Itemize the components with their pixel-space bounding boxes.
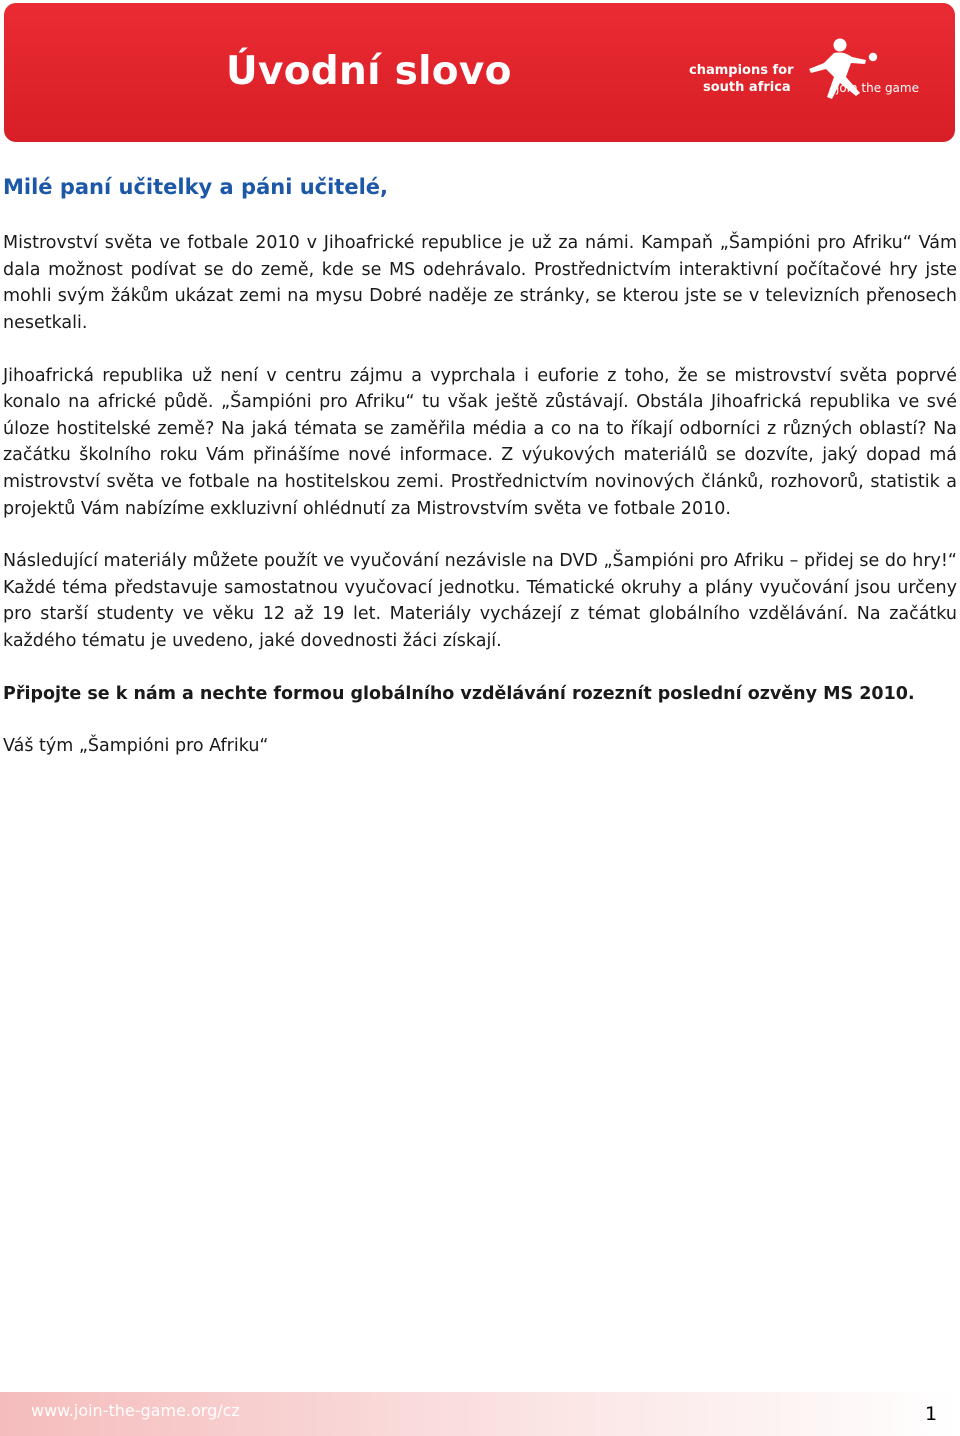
context-paragraph: Jihoafrická republika už není v centru zájmu a vyprchala i euforie z toho, že se mistrovství světa poprvé konalo na africké půdě. „Šampióni pro Afriku“ tu však ještě zůstávají. Obstála Jihoafrická republika ve své úloze hostitelské země? Na jaká témata se zaměřila média a co na to říkají odborníci z různých oblastí? Na začátku školního roku Vám přinášíme nové informace. Z výukových materiálů se dozvíte, jaký dopad má mistrovství světa ve fotbale na hostitelskou zemi. Prostřednictvím novinových článků, rozhovorů, statistik a projektů Vám nabízíme exkluzivní ohlédnutí za Mistrovstvím světa ve fotbale 2010. — [3, 365, 957, 519]
call-to-action: Připojte se k nám a nechte formou globálního vzdělávání rozeznít poslední ozvěny MS 2010. — [3, 683, 915, 704]
page-number: 1 — [925, 1403, 938, 1425]
signature: Váš tým „Šampióni pro Afriku“ — [3, 736, 269, 757]
letter-body — [3, 160, 957, 760]
logo-text-line2: south africa — [703, 80, 791, 95]
header-banner — [4, 3, 955, 142]
page-title: Úvodní slovo — [226, 49, 512, 94]
campaign-logo — [684, 33, 934, 113]
footer-url-link[interactable]: www.join-the-game.org/cz — [31, 1401, 240, 1420]
logo-text-line1: champions for — [689, 63, 794, 78]
materials-paragraph: Následující materiály můžete použít ve vyučování nezávisle na DVD „Šampióni pro Afriku – přidej se do hry!“ Každé téma představuje samostatnou vyučovací jednotku. Tématické okruhy a plány vyučování jsou určeny pro starší studenty ve věku 12 až 19 let. Materiály vycházejí z témat globálního vzdělávání. Na začátku každého tématu je uvedeno, jaké dovednosti žáci získají. — [3, 551, 957, 652]
logo-tagline: join the game — [836, 81, 919, 95]
greeting-heading: Milé paní učitelky a páni učitelé, — [3, 175, 388, 199]
intro-paragraph: Mistrovství světa ve fotbale 2010 v Jihoafrické republice je už za námi. Kampaň „Šampióni pro Afriku“ Vám dala možnost podívat se do země, kde se MS odehrávalo. Prostřednictvím interaktivní počítačové hry jste mohli svým žákům ukázat zemi na mysu Dobré naděje ze stránky, se kterou jste se v televizních přenosech nesetkali. — [3, 233, 957, 334]
